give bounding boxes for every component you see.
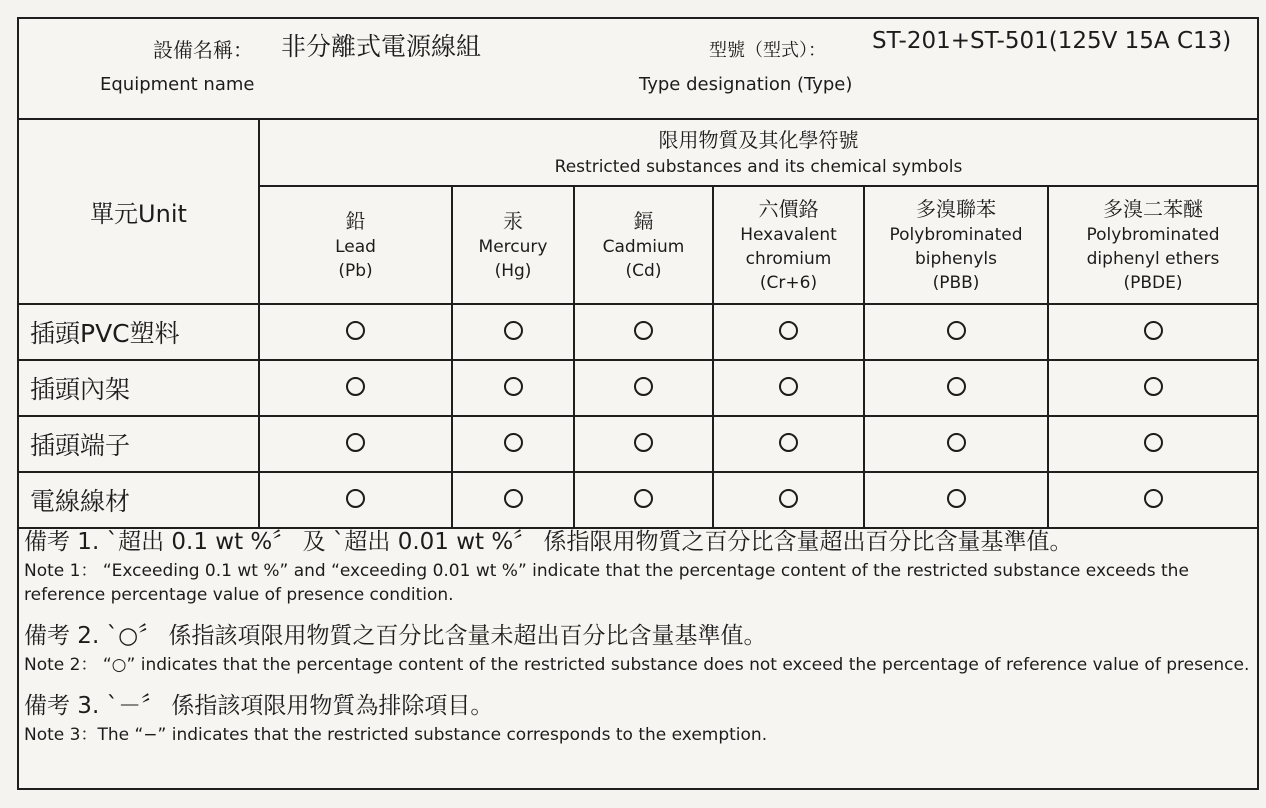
substance-symbol: (Hg) (494, 261, 532, 281)
substances-group-header-zh: 限用物質及其化學符號 (658, 127, 859, 152)
cell-pbb (864, 304, 1048, 360)
substance-header-hexavalent-chromium (713, 186, 864, 304)
note-2-en: Note 2： “○” indicates that the percentage content of the restricted substance does not exceed the percentage of reference value of presence. (24, 655, 1250, 675)
table-row (19, 304, 1257, 360)
unit-column-header: 單元Unit (19, 120, 259, 304)
type-label-en: Type designation (Type) (639, 74, 853, 95)
circle-mark-icon (947, 321, 966, 340)
cell-lead (259, 472, 452, 528)
circle-mark-icon (504, 377, 523, 396)
cell-pbde (1048, 360, 1257, 416)
circle-mark-icon (1144, 321, 1163, 340)
cell-pbb (864, 360, 1048, 416)
substance-name-en: Mercury (478, 237, 548, 257)
note-2-zh: 備考 2. ˋ○〞 係指該項限用物質之百分比含量未超出百分比含量基準值。 (24, 623, 767, 649)
cell-mercury (452, 360, 574, 416)
circle-mark-icon (346, 489, 365, 508)
substance-symbol: (PBDE) (1123, 273, 1183, 293)
cell-hexavalent-chromium (713, 416, 864, 472)
circle-mark-icon (779, 377, 798, 396)
circle-mark-icon (346, 321, 365, 340)
substance-symbol: (Pb) (338, 261, 373, 281)
circle-mark-icon (634, 321, 653, 340)
equipment-name: 非分離式電源線組 (281, 32, 482, 61)
substance-symbol: (PBB) (932, 273, 980, 293)
substance-header-pbb (864, 186, 1048, 304)
cell-lead (259, 304, 452, 360)
circle-mark-icon (947, 433, 966, 452)
declaration-sheet (17, 17, 1259, 790)
substance-name-en: Lead (335, 237, 376, 257)
note-3-en: Note 3：The “−” indicates that the restricted substance corresponds to the exemption. (24, 725, 768, 745)
cell-mercury (452, 416, 574, 472)
substance-name-zh: 多溴二苯醚 (1103, 197, 1203, 221)
table-row (19, 472, 1257, 528)
substances-group-header (259, 120, 1257, 186)
equipment-label-zh: 設備名稱： (153, 38, 253, 62)
circle-mark-icon (504, 321, 523, 340)
row-unit-label: 插頭PVC塑料 (19, 304, 259, 360)
cell-pbde (1048, 304, 1257, 360)
substance-symbol: (Cd) (625, 261, 662, 281)
type-label-zh: 型號（型式）： (709, 40, 826, 61)
table-row (19, 416, 1257, 472)
substance-name-zh: 多溴聯苯 (916, 197, 996, 221)
substance-name-zh: 鉛 (345, 209, 366, 233)
circle-mark-icon (779, 489, 798, 508)
circle-mark-icon (1144, 433, 1163, 452)
substance-header-cadmium (574, 186, 713, 304)
circle-mark-icon (346, 433, 365, 452)
row-unit-label: 插頭端子 (19, 416, 259, 472)
row-unit-label: 插頭內架 (19, 360, 259, 416)
circle-mark-icon (504, 433, 523, 452)
cell-pbb (864, 416, 1048, 472)
substances-group-header-en: Restricted substances and its chemical symbols (554, 156, 963, 177)
restricted-substances-table (19, 120, 1257, 529)
substance-header-mercury (452, 186, 574, 304)
cell-cadmium (574, 472, 713, 528)
substance-header-pbde (1048, 186, 1257, 304)
note-1 (24, 525, 1252, 607)
equipment-label-en: Equipment name (100, 74, 255, 95)
cell-mercury (452, 304, 574, 360)
table-row (19, 360, 1257, 416)
cell-pbde (1048, 472, 1257, 528)
circle-mark-icon (634, 489, 653, 508)
note-1-en: Note 1： “Exceeding 0.1 wt %” and “exceeding 0.01 wt %” indicate that the percentage content of the restricted substance exceeds the reference percentage value of presence condition. (24, 561, 1189, 605)
note-3 (24, 689, 1252, 747)
circle-mark-icon (504, 489, 523, 508)
substance-header-lead (259, 186, 452, 304)
circle-mark-icon (346, 377, 365, 396)
document-header (19, 19, 1257, 120)
note-2 (24, 619, 1252, 677)
row-unit-label: 電線線材 (19, 472, 259, 528)
cell-cadmium (574, 360, 713, 416)
circle-mark-icon (947, 489, 966, 508)
note-3-zh: 備考 3. ˋ－〞 係指該項限用物質為排除項目。 (24, 693, 494, 719)
cell-cadmium (574, 304, 713, 360)
type-designation: ST-201+ST-501(125V 15A C13) (872, 28, 1232, 54)
cell-hexavalent-chromium (713, 472, 864, 528)
circle-mark-icon (947, 377, 966, 396)
circle-mark-icon (779, 321, 798, 340)
circle-mark-icon (634, 377, 653, 396)
substance-name-zh: 六價鉻 (758, 197, 819, 221)
substance-name-en: Cadmium (602, 237, 685, 257)
notes-section (24, 525, 1252, 759)
cell-hexavalent-chromium (713, 360, 864, 416)
cell-lead (259, 360, 452, 416)
substance-name-en: Polybrominated diphenyl ethers (1086, 225, 1220, 269)
cell-mercury (452, 472, 574, 528)
circle-mark-icon (1144, 377, 1163, 396)
circle-mark-icon (1144, 489, 1163, 508)
substance-name-zh: 鎘 (633, 209, 654, 233)
cell-pbde (1048, 416, 1257, 472)
cell-pbb (864, 472, 1048, 528)
circle-mark-icon (779, 433, 798, 452)
substance-symbol: (Cr+6) (759, 273, 818, 293)
cell-lead (259, 416, 452, 472)
substance-name-en: Polybrominated biphenyls (889, 225, 1023, 269)
substance-name-zh: 汞 (503, 209, 523, 233)
substance-name-en: Hexavalent chromium (740, 225, 837, 269)
cell-hexavalent-chromium (713, 304, 864, 360)
cell-cadmium (574, 416, 713, 472)
note-1-zh: 備考 1. ˋ超出 0.1 wt %〞 及 ˋ超出 0.01 wt %〞 係指限用物質之百分比含量超出百分比含量基準值。 (24, 529, 1073, 555)
circle-mark-icon (634, 433, 653, 452)
